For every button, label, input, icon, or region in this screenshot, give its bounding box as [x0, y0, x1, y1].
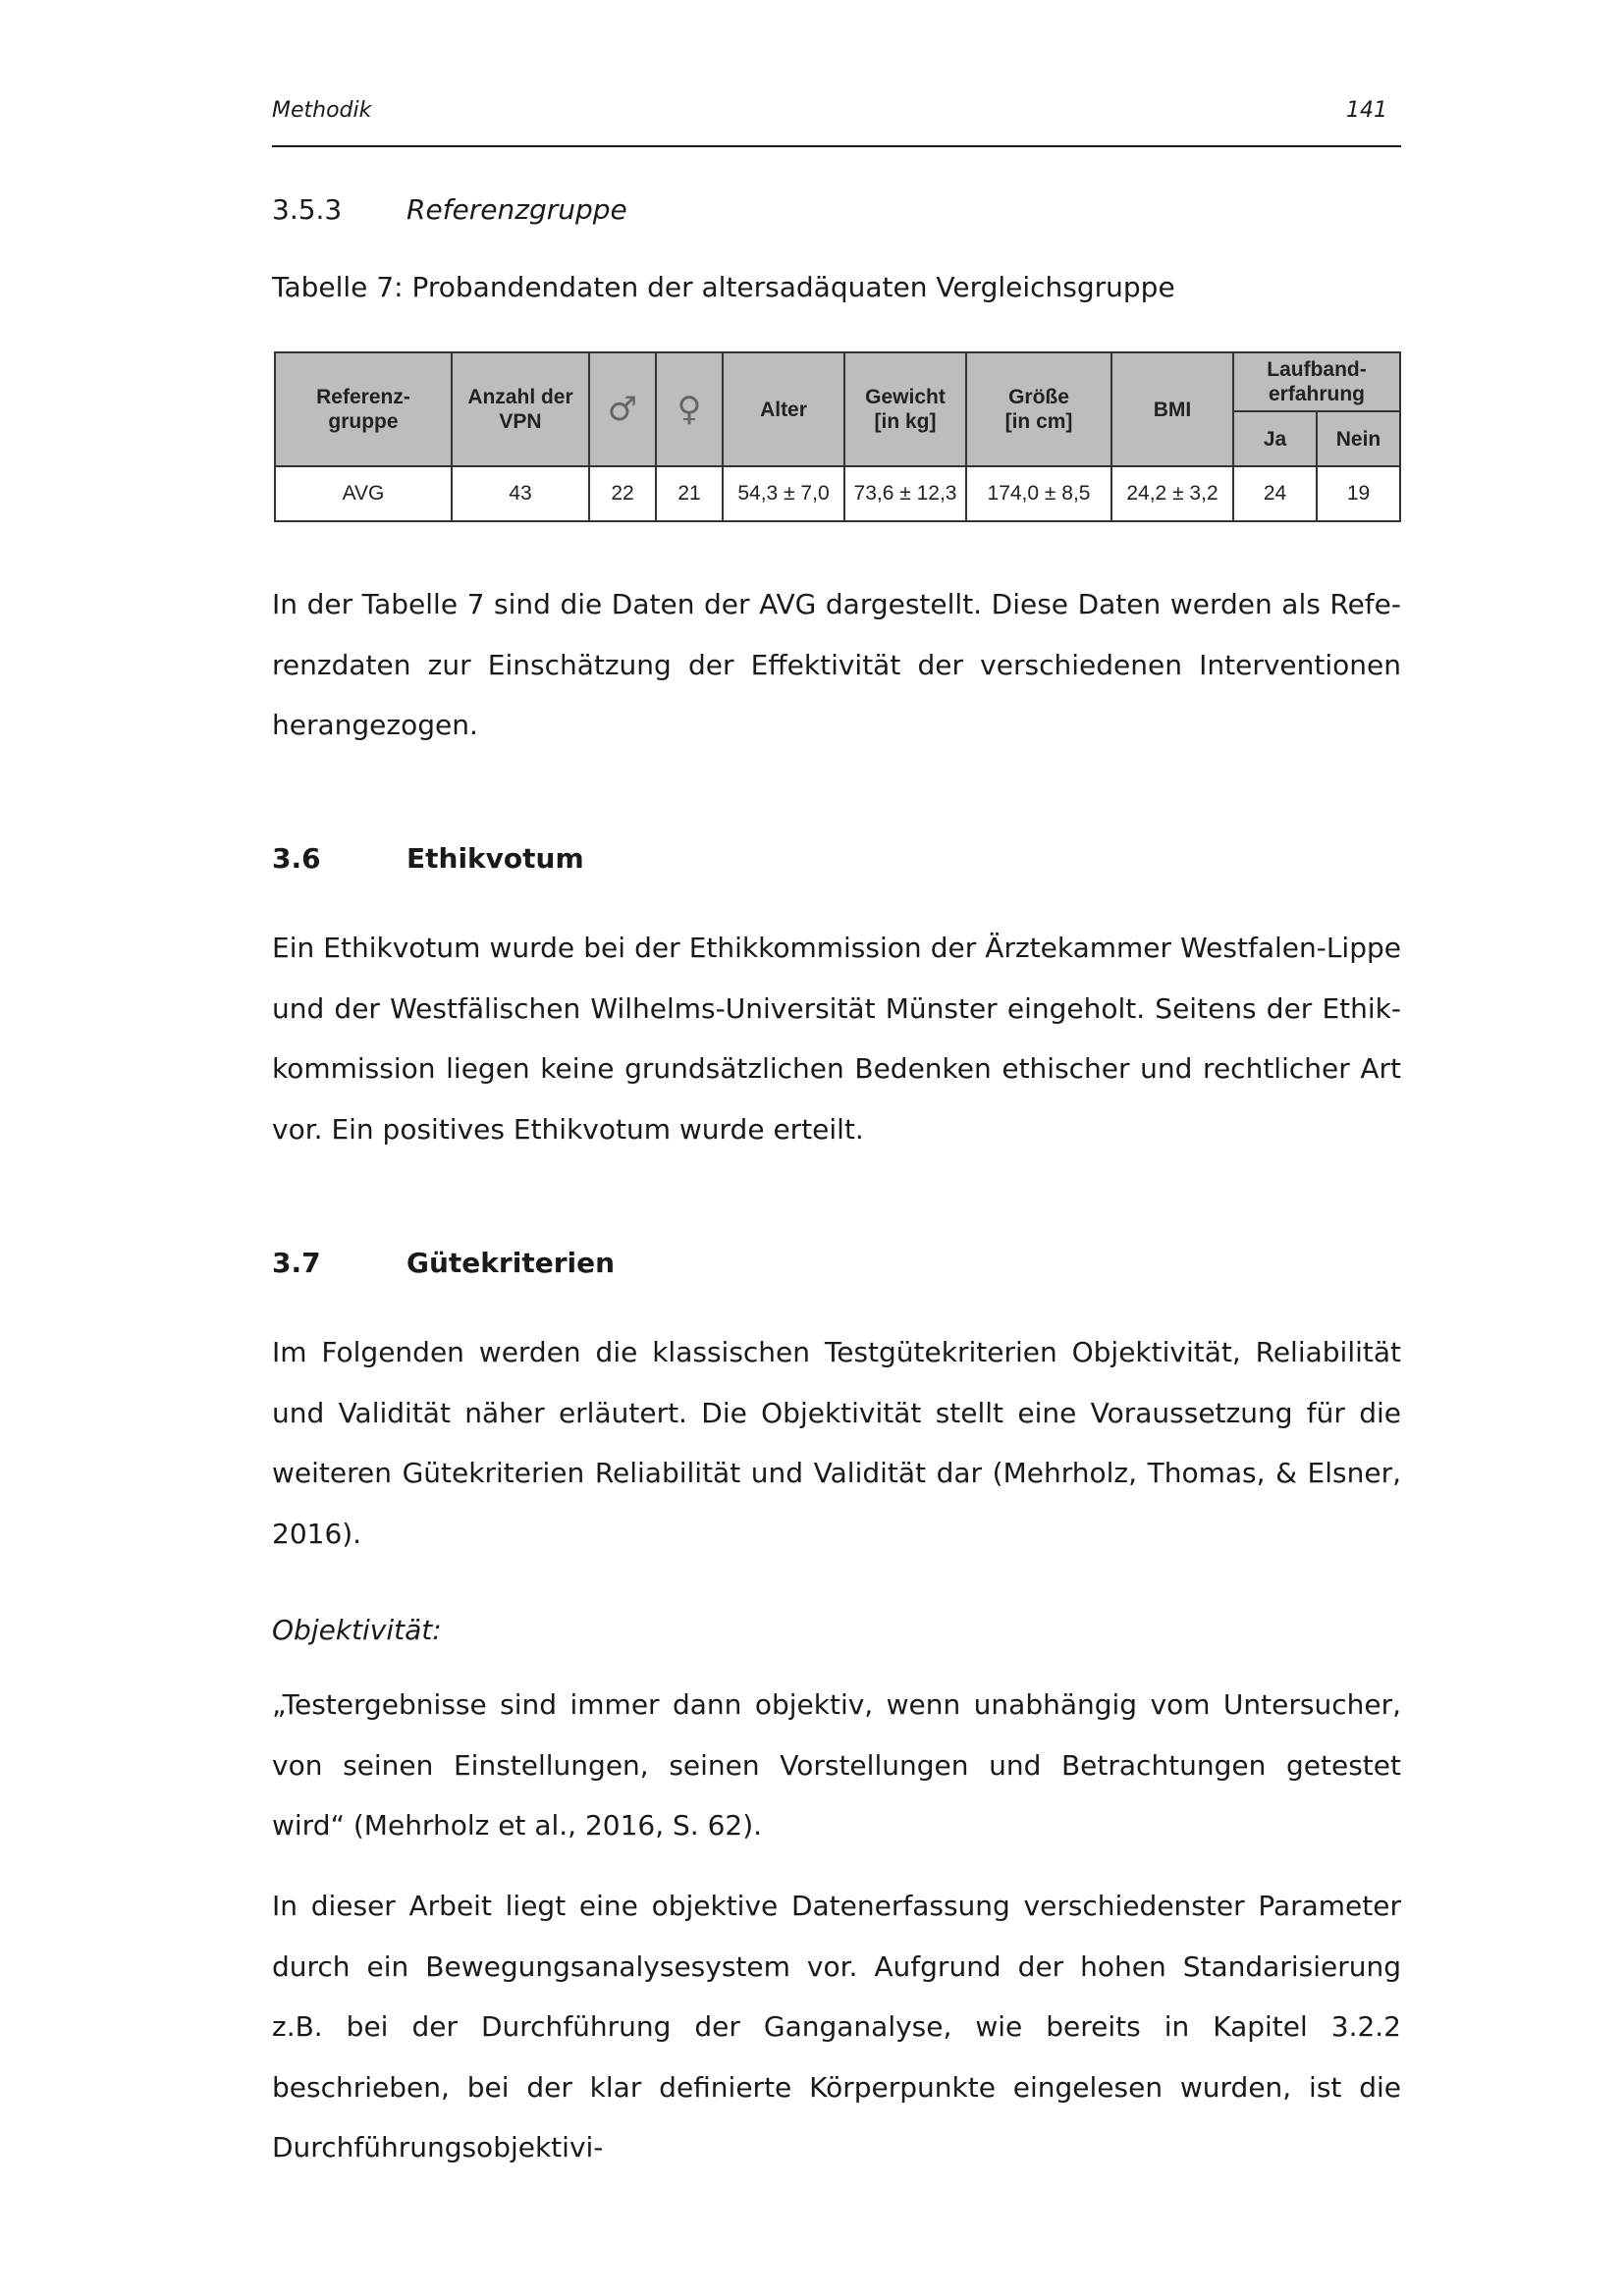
header-gewicht: Gewicht [in kg] — [844, 352, 966, 466]
cell-alter: 54,3 ± 7,0 — [723, 466, 844, 521]
cell-anzahl: 43 — [452, 466, 589, 521]
table-row — [275, 466, 1400, 521]
header-alter: Alter — [723, 352, 844, 466]
cell-nein: 19 — [1317, 466, 1400, 521]
paragraph-quote: „Testergebnisse sind immer dann objektiv, wenn unabhängig vom Untersucher, von seinen Einstellungen, seinen Vorstellungen und Betrachtungen getestet wird“ (Mehrholz et al., 2016, S. 62). — [272, 1688, 1401, 1842]
section-title-ethikvotum: Ethikvotum — [406, 842, 584, 875]
section-number: 3.5.3 — [272, 193, 343, 226]
cell-gewicht: 73,6 ± 12,3 — [844, 466, 966, 521]
cell-male: 22 — [589, 466, 656, 521]
section-title: Referenzgruppe — [406, 193, 627, 226]
header-laufband: Laufband-erfahrung — [1233, 352, 1400, 411]
cell-gruppe: AVG — [275, 466, 452, 521]
page-number: 141 — [1346, 98, 1387, 123]
subject-data-table — [274, 351, 1401, 522]
paragraph-table-description: In der Tabelle 7 sind die Daten der AVG dargestellt. Diese Daten werden als Referenzdaten zur Einschätzung der Effektivität der verschiedenen Interventionen herangezogen. — [272, 588, 1401, 741]
section-title-guetekriterien: Gütekriterien — [406, 1247, 616, 1279]
running-header — [272, 96, 1401, 147]
header-nein: Nein — [1317, 411, 1400, 466]
cell-groesse: 174,0 ± 8,5 — [966, 466, 1111, 521]
header-ja: Ja — [1233, 411, 1317, 466]
subheading-objektivitaet: Objektivität: — [272, 1614, 442, 1646]
cell-female: 21 — [656, 466, 723, 521]
header-referenzgruppe: Referenz-gruppe — [275, 352, 452, 466]
header-anzahl: Anzahl der VPN — [452, 352, 589, 466]
table-caption: Tabelle 7: Probandendaten der altersadäquaten Vergleichsgruppe — [272, 271, 1175, 303]
female-symbol-icon: ♀ — [656, 352, 723, 466]
header-groesse: Größe [in cm] — [966, 352, 1111, 466]
paragraph-arbeit: In dieser Arbeit liegt eine objektive Datenerfassung verschiedenster Parameter durch ein Bewegungsanalysesystem vor. Aufgrund der hohen Standarisierung z.B. bei der Durchführung der Ganganalyse, wie bereits in Kapitel 3.2.2 beschrieben, bei der klar definierte Körperpunkte eingelesen wurden, ist die Durchführungsobjektivi- — [272, 1890, 1401, 2163]
section-number-3-6: 3.6 — [272, 842, 321, 875]
paragraph-guetekriterien: Im Folgenden werden die klassischen Testgütekriterien Objektivität, Reliabilität und Validität näher erläutert. Die Objektivität stellt eine Voraussetzung für die weiteren Gütekriterien Reliabilität und Validität dar (Mehrholz, Thomas, & Elsner, 2016). — [272, 1336, 1401, 1550]
cell-bmi: 24,2 ± 3,2 — [1111, 466, 1233, 521]
male-symbol-icon: ♂ — [589, 352, 656, 466]
section-number-3-7: 3.7 — [272, 1247, 321, 1279]
table-header-row — [275, 352, 1400, 411]
header-bmi: BMI — [1111, 352, 1233, 466]
chapter-name: Methodik — [272, 98, 372, 123]
paragraph-ethikvotum: Ein Ethikvotum wurde bei der Ethikkommission der Ärztekammer Westfalen-Lippe und der Westfälischen Wilhelms-Universität Münster eingeholt. Seitens der Ethikkommission liegen keine grundsätzlichen Bedenken ethischer und rechtlicher Art vor. Ein positives Ethikvotum wurde erteilt. — [272, 932, 1401, 1146]
cell-ja: 24 — [1233, 466, 1317, 521]
